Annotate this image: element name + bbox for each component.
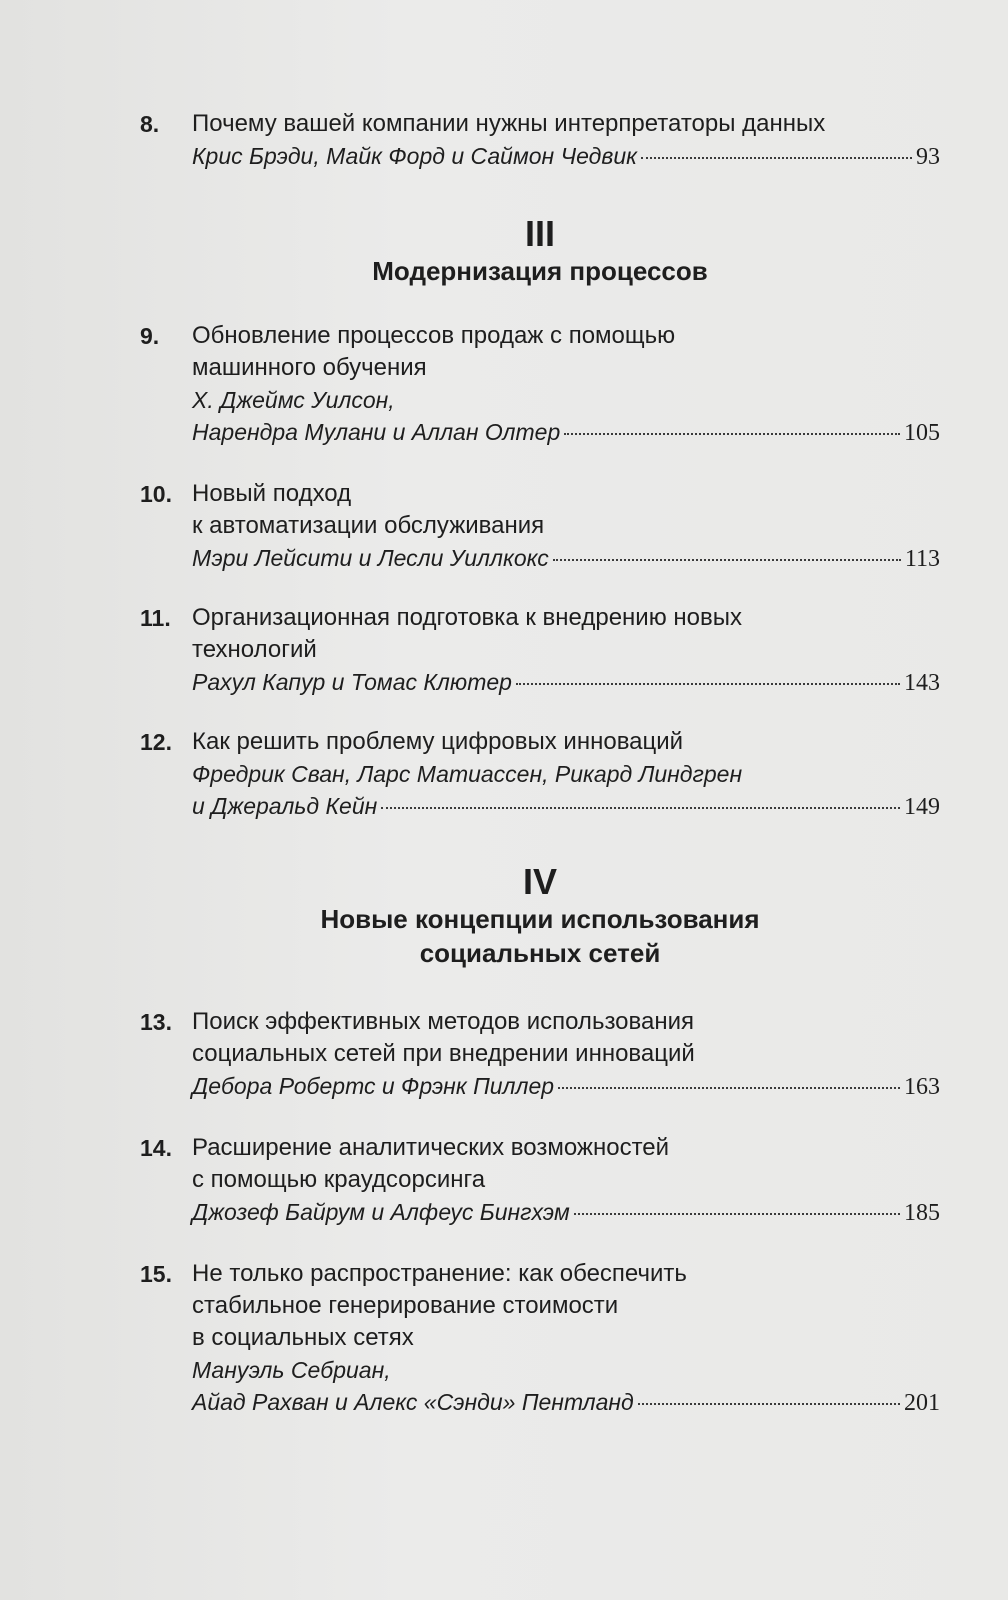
leader-dots bbox=[641, 156, 912, 159]
entry-title: Организационная подготовка к внедрению новых bbox=[192, 604, 742, 631]
entry-author-line bbox=[192, 140, 940, 173]
page-number: 105 bbox=[904, 420, 940, 446]
entry-title: Обновление процессов продаж с помощью bbox=[192, 322, 676, 349]
page-number: 149 bbox=[904, 794, 940, 820]
entry-title: Расширение аналитических возможностей bbox=[192, 1134, 670, 1161]
page-number: 163 bbox=[904, 1074, 940, 1100]
leader-dots bbox=[553, 558, 901, 561]
toc-entry-13[interactable] bbox=[140, 1006, 940, 1103]
entry-title: Новый подход bbox=[192, 480, 352, 507]
entry-authors: и Джеральд Кейн bbox=[192, 793, 378, 819]
entry-authors: Крис Брэди, Майк Форд и Саймон Чедвик bbox=[192, 143, 637, 169]
entry-number: 8. bbox=[140, 111, 160, 137]
entry-number: 10. bbox=[140, 481, 172, 507]
entry-authors: Мэри Лейсити и Лесли Уиллкокс bbox=[192, 545, 549, 571]
entry-authors: Дебора Робертс и Фрэнк Пиллер bbox=[192, 1073, 555, 1099]
entry-title: с помощью краудсорсинга bbox=[192, 1166, 486, 1193]
entry-authors: Рахул Капур и Томас Клютер bbox=[192, 669, 512, 695]
entry-title: Как решить проблему цифровых инноваций bbox=[192, 728, 684, 755]
entry-authors: Х. Джеймс Уилсон, bbox=[192, 387, 395, 413]
toc-entry-10[interactable] bbox=[140, 478, 940, 575]
page-number: 143 bbox=[904, 670, 940, 696]
entry-number: 13. bbox=[140, 1009, 172, 1035]
entry-author-line bbox=[192, 1070, 940, 1103]
toc-entry-12[interactable] bbox=[140, 726, 940, 823]
leader-dots bbox=[558, 1086, 900, 1089]
entry-author-line bbox=[192, 666, 940, 699]
entry-number: 11. bbox=[140, 605, 171, 631]
entry-title: социальных сетей при внедрении инноваций bbox=[192, 1040, 695, 1067]
entry-title: технологий bbox=[192, 636, 317, 663]
entry-title: Не только распространение: как обеспечить bbox=[192, 1260, 687, 1287]
entry-number: 12. bbox=[140, 729, 172, 755]
entry-author-line bbox=[192, 1196, 940, 1229]
entry-title: машинного обучения bbox=[192, 354, 427, 381]
page-number: 185 bbox=[904, 1200, 940, 1226]
entry-author-line bbox=[192, 542, 940, 575]
leader-dots bbox=[574, 1212, 900, 1215]
leader-dots bbox=[381, 806, 900, 809]
entry-authors: Фредрик Сван, Ларс Матиассен, Рикард Линдгрен bbox=[192, 761, 743, 787]
entry-authors: Джозеф Байрум и Алфеус Бингхэм bbox=[192, 1199, 570, 1225]
part-heading-iv bbox=[140, 862, 940, 970]
toc-entry-15[interactable] bbox=[140, 1258, 940, 1419]
page-number: 113 bbox=[904, 546, 940, 572]
part-title: Модернизация процессов bbox=[372, 256, 708, 286]
entry-title: в социальных сетях bbox=[192, 1324, 414, 1351]
entry-number: 15. bbox=[140, 1261, 172, 1287]
entry-number: 9. bbox=[140, 323, 160, 349]
leader-dots bbox=[638, 1402, 900, 1405]
part-title: Новые концепции использования bbox=[320, 904, 760, 934]
part-number: IV bbox=[522, 861, 557, 902]
part-heading-iii bbox=[140, 214, 940, 288]
entry-title: Почему вашей компании нужны интерпретаторы данных bbox=[192, 110, 826, 137]
toc-entry-14[interactable] bbox=[140, 1132, 940, 1229]
toc-entry-8[interactable] bbox=[140, 108, 940, 173]
entry-authors: Мануэль Себриан, bbox=[192, 1357, 391, 1383]
entry-author-line bbox=[192, 416, 940, 449]
page-number: 201 bbox=[904, 1390, 940, 1416]
page-number: 93 bbox=[916, 144, 940, 170]
entry-author-line bbox=[192, 1386, 940, 1419]
entry-title: к автоматизации обслуживания bbox=[192, 512, 545, 539]
leader-dots bbox=[564, 432, 900, 435]
entry-title: стабильное генерирование стоимости bbox=[192, 1292, 619, 1319]
entry-author-line bbox=[192, 790, 940, 823]
toc-entry-9[interactable] bbox=[140, 320, 940, 449]
leader-dots bbox=[516, 682, 900, 685]
toc-entry-11[interactable] bbox=[140, 602, 940, 699]
entry-authors: Айад Рахван и Алекс «Сэнди» Пентланд bbox=[192, 1389, 634, 1415]
entry-authors: Нарендра Мулани и Аллан Олтер bbox=[192, 419, 561, 445]
entry-title: Поиск эффективных методов использования bbox=[192, 1008, 695, 1035]
entry-number: 14. bbox=[140, 1135, 172, 1161]
part-title: социальных сетей bbox=[419, 938, 661, 968]
part-number: III bbox=[524, 213, 555, 254]
